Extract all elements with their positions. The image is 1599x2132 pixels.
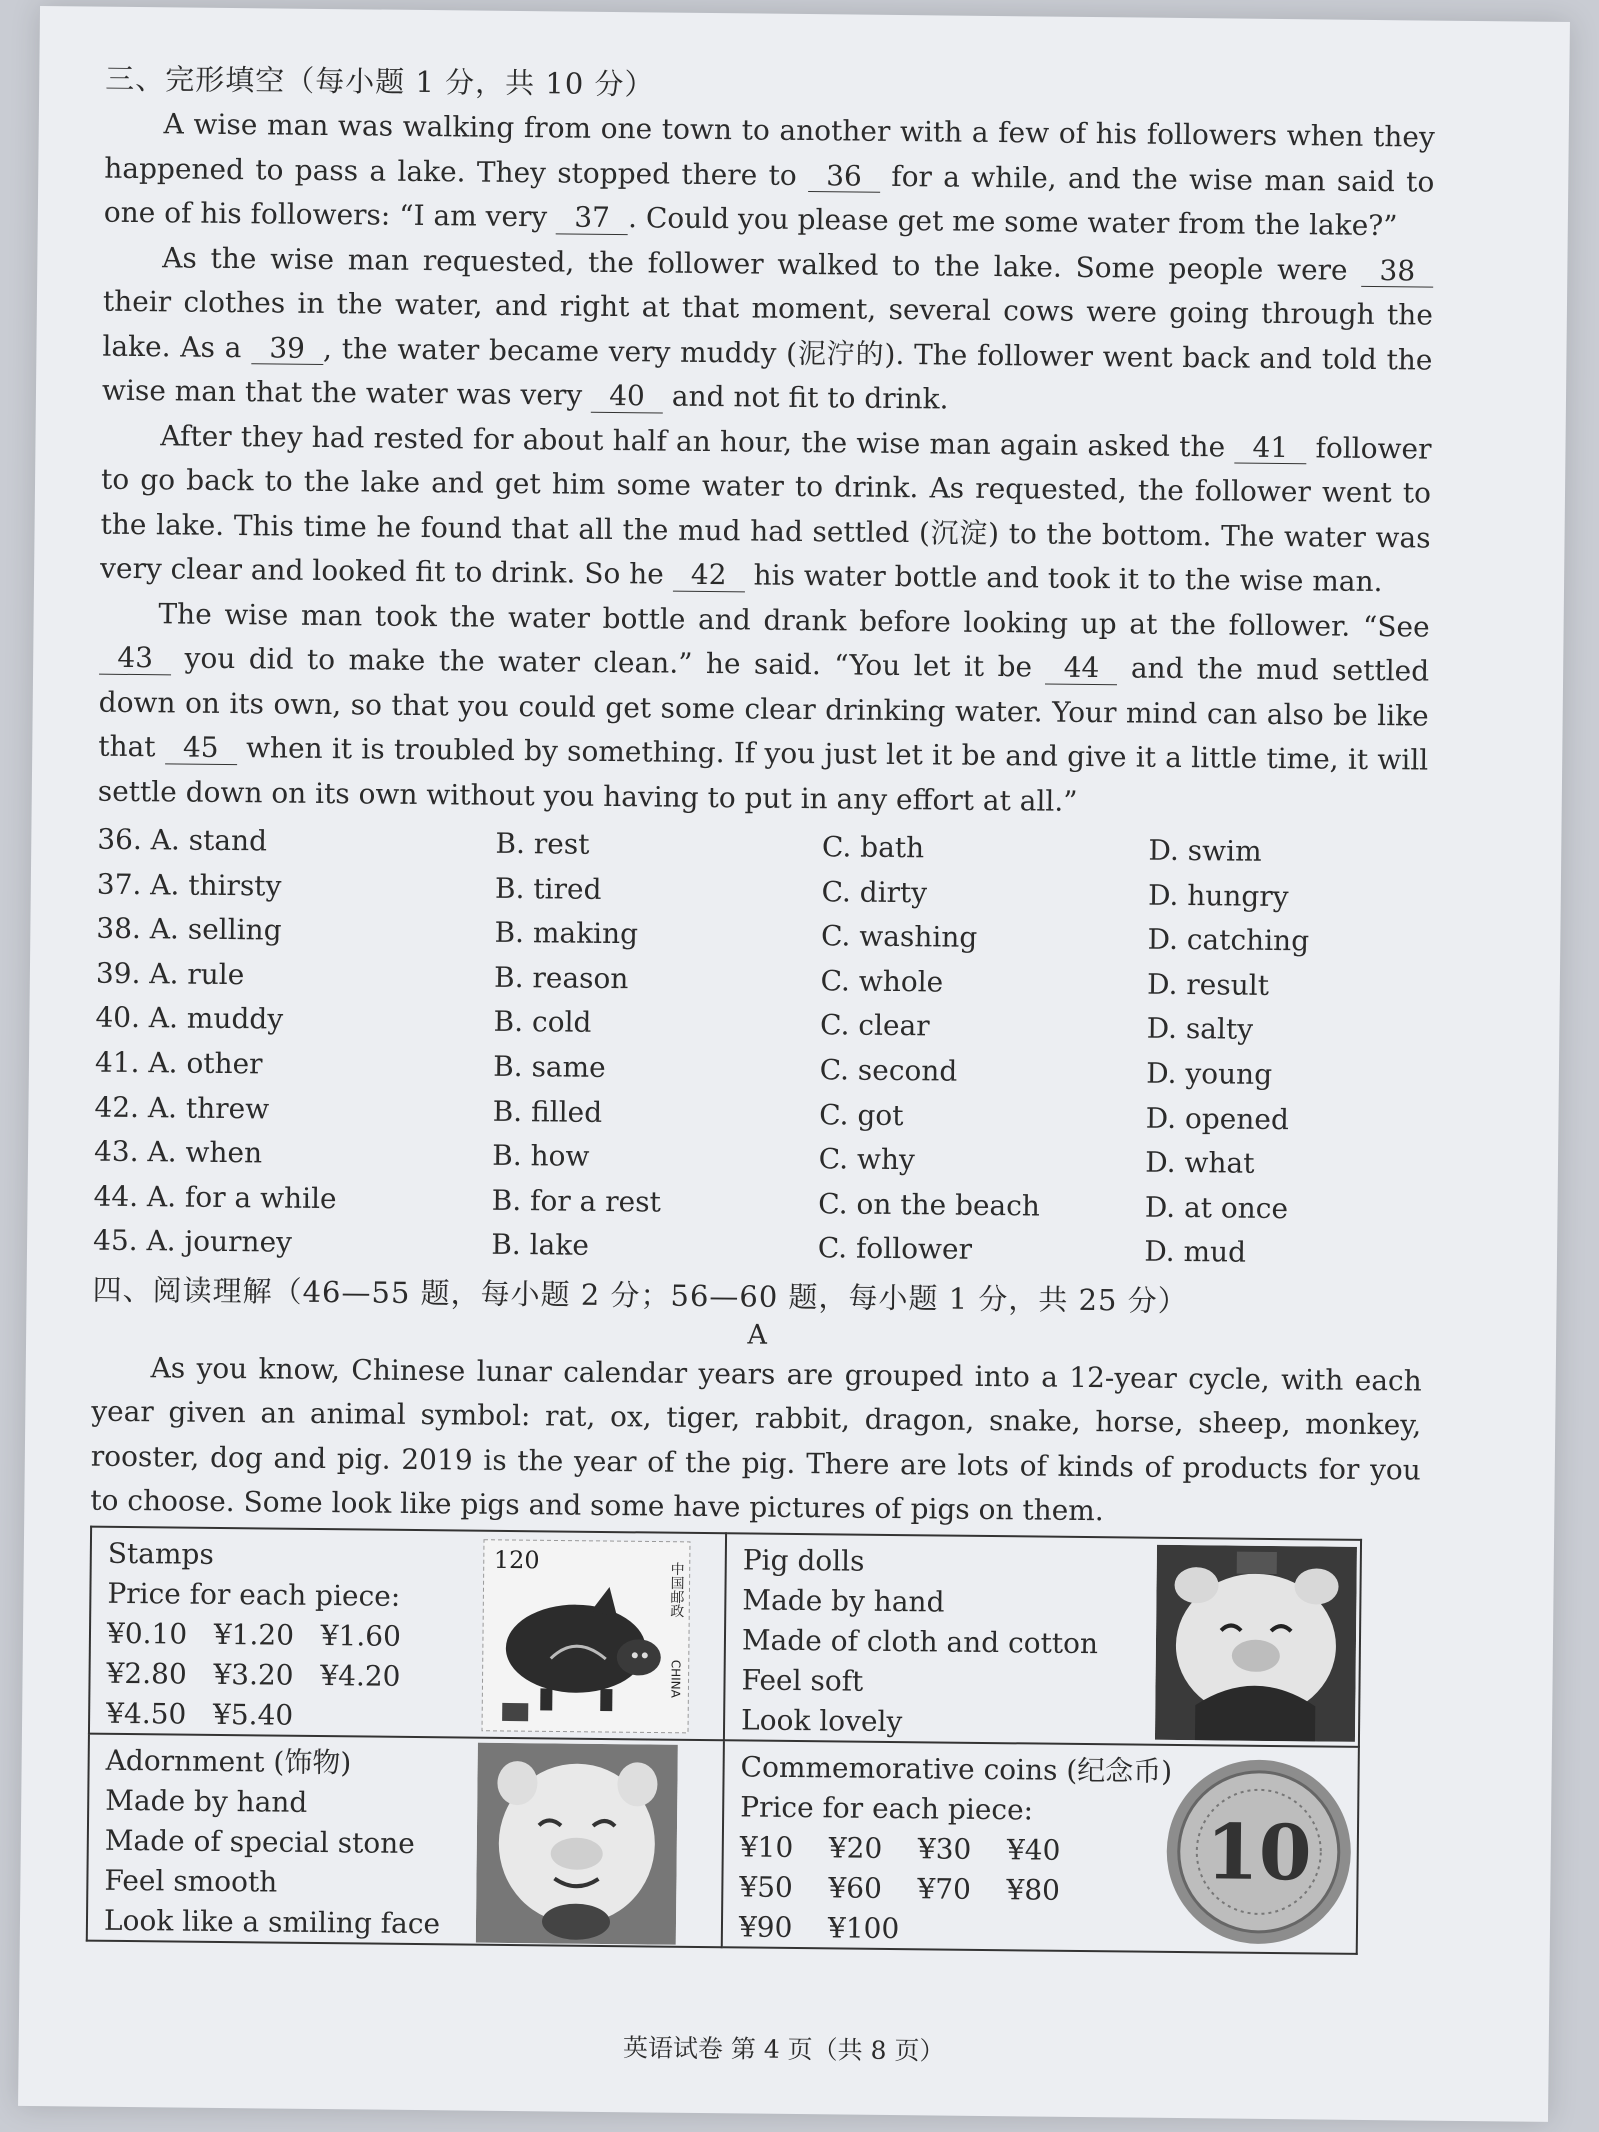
product-line: Made by hand (105, 1783, 308, 1819)
product-line: Stamps (107, 1536, 214, 1571)
passage-text: and the mud settled down on its own, so that you could get some clear drinking water. Your mind can also be like that (98, 651, 1430, 764)
cloze-section-title: 三、完形填空（每小题 1 分，共 10 分） (105, 61, 655, 102)
option-choice[interactable]: D. salty (1146, 1012, 1254, 1047)
page-footer: 英语试卷 第 4 页（共 8 页） (622, 2033, 945, 2066)
option-choice[interactable]: C. clear (819, 1008, 930, 1043)
option-choice[interactable]: B. same (492, 1049, 606, 1084)
option-choice[interactable]: B. tired (494, 871, 602, 906)
passage-text: The wise man took the water bottle and drank before looking up at the follower. “See (158, 596, 1430, 644)
passage-text: As the wise man requested, the follower walked to the lake. Some people were (162, 240, 1362, 287)
products-table (86, 1526, 1362, 1955)
commemorative-coin-image (1163, 1756, 1355, 1948)
option-choice[interactable]: 44. A. for a while (93, 1179, 337, 1215)
option-choice[interactable]: D. young (1146, 1056, 1273, 1091)
option-choice[interactable]: 40. A. muddy (95, 1001, 284, 1036)
product-line: Commemorative coins (纪念币) (740, 1750, 1173, 1788)
option-choice[interactable]: C. whole (820, 963, 944, 999)
option-choice[interactable]: B. how (492, 1138, 590, 1173)
product-line: Price for each piece: (107, 1576, 401, 1613)
option-choice[interactable]: D. at once (1144, 1190, 1289, 1225)
option-choice[interactable]: B. cold (493, 1005, 592, 1040)
product-line: Price for each piece: (740, 1790, 1034, 1827)
answer-blank[interactable]: 40 (591, 381, 663, 414)
option-choice[interactable]: C. follower (817, 1231, 973, 1267)
product-line: Made of cloth and cotton (741, 1623, 1099, 1661)
option-choice[interactable]: 39. A. rule (95, 956, 245, 991)
option-choice[interactable]: D. catching (1147, 922, 1310, 958)
stamp-side-text: 中国邮政 (668, 1561, 685, 1618)
product-line: Look lovely (740, 1703, 903, 1739)
answer-blank[interactable]: 42 (673, 560, 745, 593)
answer-blank[interactable]: 45 (165, 732, 237, 765)
passage-text: you did to make the water clean.” he said. “You let it be (171, 641, 1046, 684)
option-choice[interactable]: C. bath (821, 830, 925, 865)
cloze-paragraph (102, 235, 1434, 427)
product-line: Feel smooth (104, 1863, 278, 1899)
option-choice[interactable]: B. lake (491, 1228, 590, 1263)
option-choice[interactable]: D. swim (1148, 833, 1262, 868)
passage-text: for a while, and the wise man said to one of his followers: “I am very (103, 159, 1435, 234)
option-choice[interactable]: 42. A. threw (94, 1090, 270, 1126)
stamp-value: 120 (493, 1545, 540, 1575)
option-choice[interactable]: 37. A. thirsty (96, 867, 282, 903)
stamps-cell (89, 1527, 726, 1741)
cloze-passage (98, 102, 1435, 828)
answer-blank[interactable]: 38 (1361, 255, 1433, 288)
cloze-options (93, 818, 1428, 1278)
cloze-paragraph (100, 413, 1432, 605)
pig-doll-image (1155, 1545, 1357, 1742)
option-choice[interactable]: 45. A. journey (92, 1223, 293, 1260)
part-label: A (747, 1319, 768, 1351)
product-line: Pig dolls (742, 1543, 865, 1578)
adornment-cell (87, 1734, 724, 1948)
option-choice[interactable]: D. what (1145, 1145, 1255, 1180)
product-line: ¥2.80 ¥3.20 ¥4.20 (106, 1656, 401, 1693)
option-choice[interactable]: B. making (494, 915, 639, 951)
reading-section-title: 四、阅读理解（46—55 题，每小题 2 分；56—60 题，每小题 1 分，共 25 分） (92, 1272, 1188, 1319)
option-choice[interactable]: B. for a rest (491, 1183, 661, 1219)
product-line: Made by hand (742, 1583, 945, 1619)
stone-pig-adornment-image (476, 1743, 678, 1945)
option-choice[interactable]: C. washing (820, 919, 978, 955)
dolls-text (741, 1540, 1099, 1744)
product-line: ¥4.50 ¥5.40 (105, 1696, 294, 1732)
option-choice[interactable]: C. on the beach (818, 1186, 1041, 1223)
option-choice[interactable]: C. second (819, 1053, 958, 1088)
cloze-paragraph (98, 591, 1430, 827)
coins-text (739, 1747, 1173, 1952)
option-choice[interactable]: D. hungry (1147, 878, 1289, 913)
option-choice[interactable]: 36. A. stand (97, 822, 268, 858)
passage-text: . Could you please get me some water from the lake?” (627, 201, 1398, 243)
coins-cell (722, 1740, 1359, 1954)
option-choice[interactable]: 43. A. when (93, 1134, 263, 1170)
stamps-text (106, 1534, 402, 1737)
stamp-country-text: CHINA (668, 1659, 683, 1698)
coin-value: 10 (1205, 1807, 1313, 1898)
passage-text: , the water became very muddy (泥泞的). The follower went back and told the wise man that the water was very (101, 331, 1433, 412)
option-choice[interactable]: C. dirty (821, 874, 928, 909)
option-choice[interactable]: D. mud (1144, 1234, 1247, 1270)
option-choice[interactable]: B. rest (495, 826, 590, 861)
product-line: Feel soft (741, 1663, 864, 1698)
answer-blank[interactable]: 44 (1045, 653, 1117, 686)
product-line: ¥90 ¥100 (738, 1910, 900, 1946)
product-line: ¥50 ¥60 ¥70 ¥80 (739, 1870, 1061, 1907)
product-line: ¥0.10 ¥1.20 ¥1.60 (106, 1616, 402, 1653)
passage-text: when it is troubled by something. If you just let it be and give it a little time, it will settle down on its own without you having to put in any effort at all.” (97, 731, 1429, 818)
passage-text: his water bottle and took it to the wise man. (744, 558, 1383, 599)
answer-blank[interactable]: 39 (251, 333, 323, 366)
product-line: Made of special stone (104, 1823, 416, 1860)
product-line: ¥10 ¥20 ¥30 ¥40 (739, 1830, 1061, 1867)
passage-text: A wise man was walking from one town to another with a few of his followers when they happened to pass a lake. They stopped there to (104, 107, 1435, 192)
option-choice[interactable]: D. result (1146, 967, 1270, 1002)
answer-blank[interactable]: 43 (99, 643, 171, 676)
option-choice[interactable]: B. filled (492, 1094, 603, 1129)
adornment-text (104, 1741, 442, 1945)
option-choice[interactable]: D. opened (1145, 1101, 1290, 1136)
passage-text: their clothes in the water, and right at that moment, several cows were going through the lake. As a (102, 284, 1434, 364)
option-choice[interactable]: 41. A. other (94, 1045, 263, 1081)
passage-text: follower to go back to the lake and get him some water to drink. As requested, the follower went to the lake. This time he found that all the mud had settled (沉淀) to the bottom. The water was very clear and looked fit to drink. So he (99, 430, 1432, 591)
answer-blank[interactable]: 37 (556, 202, 628, 235)
answer-blank[interactable]: 36 (808, 161, 880, 194)
pig-stamp-image (480, 1538, 692, 1735)
passage-text: After they had rested for about half an hour, the wise man again asked the (160, 418, 1235, 464)
option-choice[interactable]: B. reason (493, 960, 629, 995)
reading-intro: As you know, Chinese lunar calendar years are grouped into a 12-year cycle, with each year given an animal symbol: rat, ox, tiger, rabbit, dragon, snake, horse, sheep, monkey, rooster, dog and pig. 2019 is the year of the pig. There are lots of kinds of products for you to choose. Some look like pigs and some have pictures of pigs on them. (90, 1351, 1422, 1528)
answer-blank[interactable]: 41 (1234, 432, 1306, 465)
product-line: Look like a smiling face (103, 1903, 441, 1941)
stamp-seal-icon (502, 1703, 528, 1721)
dolls-cell (724, 1533, 1361, 1747)
page-content (86, 57, 1436, 1956)
option-choice[interactable]: 38. A. selling (96, 911, 282, 947)
product-line: Adornment (饰物) (105, 1743, 352, 1780)
passage-text: and not fit to drink. (662, 379, 949, 416)
option-choice[interactable]: C. why (818, 1142, 915, 1177)
exam-page (18, 6, 1570, 2122)
cloze-paragraph (104, 102, 1435, 249)
option-choice[interactable]: C. got (819, 1097, 904, 1132)
